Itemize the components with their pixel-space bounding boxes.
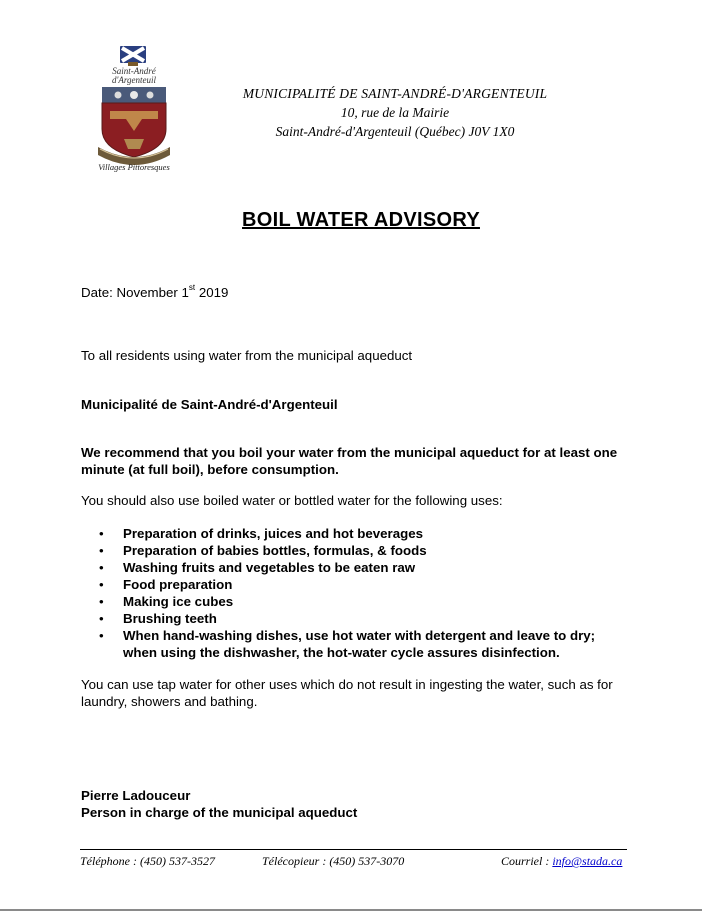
list-item: • Brushing teeth bbox=[81, 610, 626, 627]
advisory-title: BOIL WATER ADVISORY bbox=[242, 209, 480, 231]
list-item: • Preparation of drinks, juices and hot beverages bbox=[81, 525, 626, 542]
uses-intro: You should also use boiled water or bottled water for the following uses: bbox=[81, 493, 503, 508]
uses-list bbox=[81, 525, 626, 661]
coat-of-arms-graphic bbox=[84, 45, 184, 175]
coat-of-arms bbox=[84, 45, 184, 175]
page-bottom-edge bbox=[0, 909, 702, 911]
recipients-line: To all residents using water from the municipal aqueduct bbox=[81, 348, 413, 363]
list-item: • Washing fruits and vegetables to be eaten raw bbox=[81, 559, 626, 576]
list-item: • Preparation of babies bottles, formulas, & foods bbox=[81, 542, 626, 559]
date-line: Date: November 1st 2019 bbox=[81, 283, 229, 300]
footer-divider bbox=[80, 849, 627, 850]
other-uses-paragraph: You can use tap water for other uses which do not result in ingesting the water, such as for laundry, showers and bathing. bbox=[81, 677, 613, 709]
footer-email: Courriel : info@stada.ca bbox=[501, 854, 623, 868]
city-postal: Saint-André-d'Argenteuil (Québec) J0V 1X0 bbox=[275, 124, 515, 139]
municipality-heading: MUNICIPALITÉ DE SAINT-ANDRÉ-D'ARGENTEUIL bbox=[242, 86, 548, 101]
footer-phone: Téléphone : (450) 537-3527 bbox=[80, 854, 215, 868]
recommendation-paragraph: We recommend that you boil your water from the municipal aqueduct for at least one minute (at full boil), before consumption. bbox=[81, 445, 618, 477]
crest-motto: Villages Pittoresques bbox=[98, 162, 170, 172]
footer-fax: Télécopieur : (450) 537-3070 bbox=[262, 854, 405, 868]
municipality-name: Municipalité de Saint-André-d'Argenteuil bbox=[81, 397, 338, 412]
list-item: • Food preparation bbox=[81, 576, 626, 593]
signatory-role: Person in charge of the municipal aqueduct bbox=[81, 805, 358, 820]
email-link[interactable]: info@stada.ca bbox=[552, 854, 623, 868]
crest-name: Saint-André d'Argenteuil bbox=[111, 66, 157, 85]
letterhead-address bbox=[200, 84, 590, 141]
list-item: • Making ice cubes bbox=[81, 593, 626, 610]
list-item: • When hand-washing dishes, use hot water with detergent and leave to dry; when using the dishwasher, the hot-water cycle assures disinfection. bbox=[81, 627, 626, 661]
street-address: 10, rue de la Mairie bbox=[340, 105, 450, 120]
signatory-name: Pierre Ladouceur bbox=[81, 788, 191, 803]
